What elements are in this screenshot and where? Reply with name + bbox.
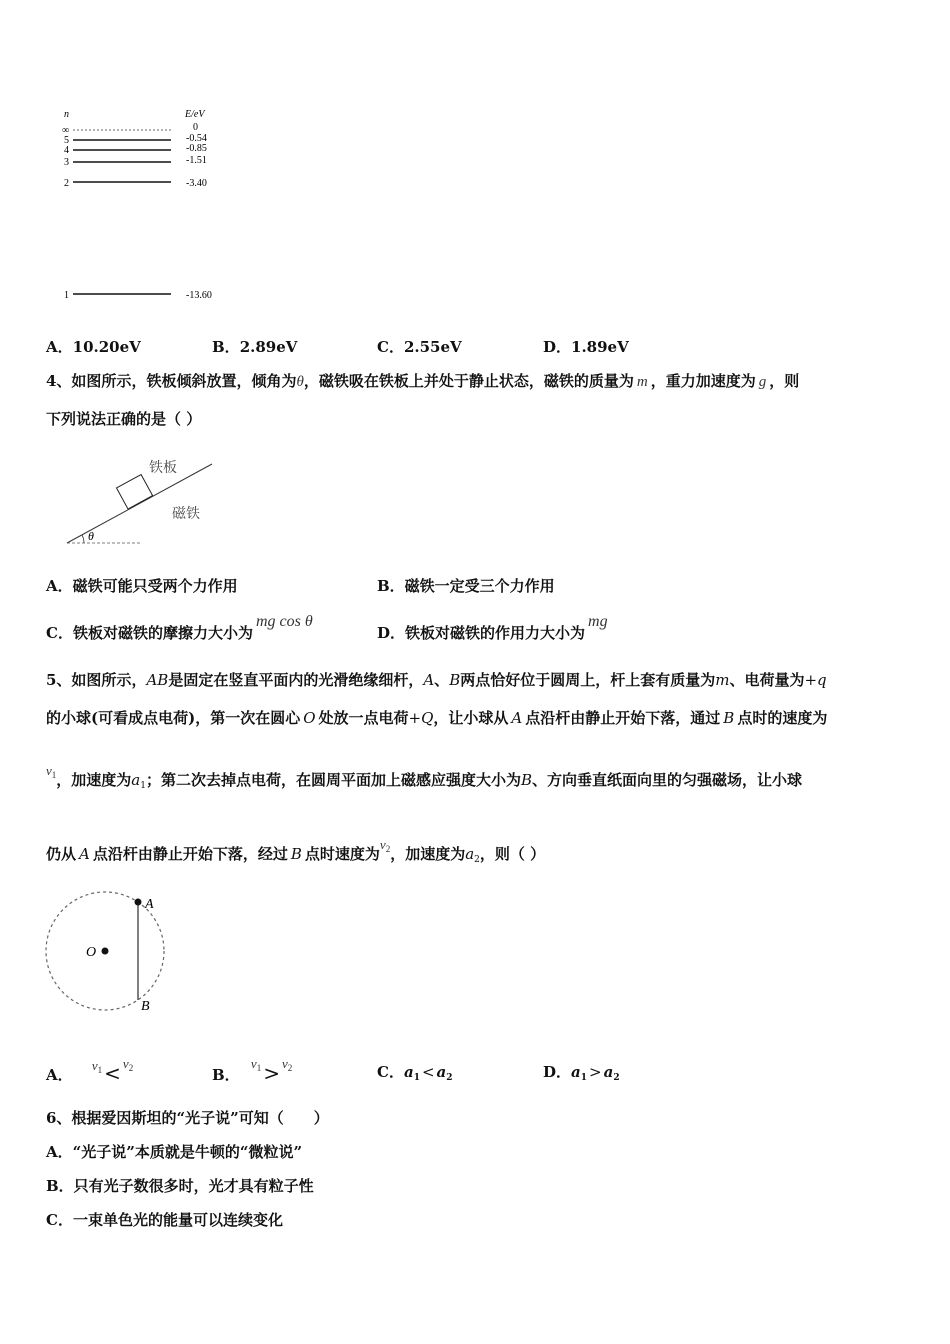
q5-m: m — [715, 671, 730, 689]
q5-t6: 的小球(可看成点电荷)，第一次在圆心 — [46, 709, 301, 727]
q4-stem-line1 — [46, 370, 799, 391]
q5-a2-letter: a — [465, 845, 475, 863]
q5-v1 — [46, 763, 56, 778]
q4-text-a: 4、如图所示，铁板倾斜放置，倾角为 — [46, 372, 297, 390]
q3-option-c-letter: C． — [377, 338, 404, 356]
q5-option-d-a1 — [571, 1063, 587, 1081]
q5-option-d-a2-sub: 2 — [613, 1073, 620, 1083]
level-e-2: -3.40 — [186, 178, 207, 189]
q3-option-b-letter: B． — [212, 338, 240, 356]
level-n-1: 1 — [64, 290, 69, 301]
q4-option-c-text: C．铁板对磁铁的摩擦力大小为 — [46, 624, 253, 642]
q5-option-a-v1-sub: 1 — [97, 1065, 103, 1075]
q5-v2 — [380, 837, 390, 852]
q5-t1: 5、如图所示， — [46, 671, 147, 689]
q3-option-d — [543, 336, 629, 357]
q5-option-c-a2 — [437, 1063, 453, 1081]
q5-option-b-v1 — [251, 1056, 261, 1071]
q3-option-c — [377, 336, 462, 357]
q5-bigq: +Q — [408, 709, 434, 727]
q5-t4: 两点恰好位于圆周上，杆上套有质量为 — [460, 671, 716, 689]
q5-a1-letter: a — [131, 771, 141, 789]
fig-label-a: A — [145, 897, 154, 912]
q5-option-d-relation: > — [589, 1063, 602, 1081]
q5-b3: B — [521, 771, 533, 789]
q5-a3: A — [79, 845, 90, 863]
q5-option-b-relation: > — [263, 1061, 280, 1085]
q3-option-b — [212, 336, 297, 357]
q5-t5: 、电荷量为 — [729, 671, 805, 689]
q5-option-a-relation: < — [104, 1061, 121, 1085]
level-e-5: -0.54 — [186, 133, 207, 144]
q5-a1-sub: 1 — [140, 781, 146, 791]
q5-q: +q — [804, 671, 827, 689]
magnet-label: 磁铁 — [172, 506, 200, 522]
q5-a2-sub: 2 — [474, 855, 480, 865]
q4-text-d: ，则 — [769, 372, 800, 390]
q5-ab: AB — [146, 671, 169, 689]
q4-m: m — [636, 374, 648, 390]
q5-option-c-a1-letter: a — [403, 1063, 414, 1081]
q5-option-c — [377, 1061, 453, 1083]
q6-option-a: A．“光子说”本质就是牛顿的“微粒说” — [46, 1143, 303, 1161]
fig-label-o: O — [86, 945, 97, 960]
q5-t8: ，让小球从 — [433, 709, 509, 727]
q4-option-d — [377, 613, 608, 643]
q4-option-c-formula: mg cos θ — [255, 613, 313, 630]
q5-option-c-letter: C． — [377, 1063, 404, 1081]
q3-option-a — [46, 336, 141, 357]
level-e-4: -0.85 — [186, 143, 207, 154]
q5-a1: A — [423, 671, 435, 689]
circle-rod-figure — [44, 890, 184, 1020]
q4-option-c — [46, 613, 313, 643]
q5-t9: 点沿杆由静止开始下落，通过 — [525, 709, 721, 727]
q5-option-a-v2 — [123, 1056, 133, 1071]
q4-text-b: ，磁铁吸在铁板上并处于静止状态，磁铁的质量为 — [303, 372, 634, 390]
q5-b1: B — [449, 671, 461, 689]
angle-arc — [82, 535, 84, 543]
q5-option-c-a2-letter: a — [436, 1063, 447, 1081]
q5-b2: B — [723, 709, 735, 727]
q5-t11: ，加速度为 — [56, 771, 132, 789]
q5-option-d-a1-letter: a — [571, 1063, 581, 1081]
level-e-1: -13.60 — [186, 290, 212, 301]
q4-option-b: B．磁铁一定受三个力作用 — [377, 577, 555, 595]
q5-option-b-v2-letter: v — [281, 1056, 288, 1071]
q5-option-c-relation: < — [421, 1063, 435, 1081]
q5-option-b-v1-letter: v — [250, 1056, 257, 1071]
q6-option-c: C．一束单色光的能量可以连续变化 — [46, 1211, 283, 1229]
q3-option-a-text: 10.20eV — [72, 338, 141, 356]
q4-option-d-text: D．铁板对磁铁的作用力大小为 — [377, 624, 586, 642]
q5-option-b — [212, 1056, 293, 1085]
q5-option-d-letter: D． — [543, 1063, 572, 1081]
q5-option-d-a1-sub: 1 — [580, 1073, 588, 1083]
q5-option-a-v2-sub: 2 — [128, 1063, 134, 1073]
level-n-2: 2 — [64, 178, 69, 189]
incline-figure — [62, 455, 222, 550]
q5-t7: 处放一点电荷 — [318, 709, 409, 727]
q4-g: g — [758, 374, 767, 390]
q5-option-c-a1-sub: 1 — [413, 1073, 420, 1083]
q3-option-a-letter: A． — [46, 338, 73, 356]
q4-stem-line2: 下列说法正确的是（ ） — [46, 410, 202, 428]
q5-option-c-a2-sub: 2 — [446, 1073, 453, 1083]
level-n-4: 4 — [64, 145, 69, 156]
n-axis-label: n — [64, 109, 69, 120]
q5-a2-var — [465, 845, 480, 863]
q5-o: O — [303, 709, 316, 727]
q5-t3: 、 — [434, 671, 450, 689]
q5-stem-line3 — [46, 763, 803, 791]
q5-t12: ；第二次去掉点电荷，在圆周平面加上磁感应强度大小为 — [145, 771, 521, 789]
q5-option-a-v1-letter: v — [91, 1058, 98, 1073]
q5-option-c-a1 — [404, 1063, 420, 1081]
q5-option-d-a2 — [604, 1063, 620, 1081]
q5-option-a — [46, 1056, 134, 1085]
q5-option-b-v2-sub: 2 — [287, 1063, 293, 1073]
q5-t16: 点时速度为 — [304, 845, 380, 863]
q6-option-b: B．只有光子数很多时，光才具有粒子性 — [46, 1177, 314, 1195]
q4-text-c: ，重力加速度为 — [650, 372, 756, 390]
q5-stem-line1 — [46, 669, 827, 690]
q5-t13: 、方向垂直纸面向里的匀强磁场，让小球 — [532, 771, 803, 789]
point-a-dot — [135, 899, 142, 906]
q5-a2: A — [511, 709, 523, 727]
q5-option-b-v1-sub: 1 — [256, 1063, 262, 1073]
level-e-3: -1.51 — [186, 155, 207, 166]
energy-axis-label: E/eV — [185, 109, 205, 120]
q4-option-a: A．磁铁可能只受两个力作用 — [46, 577, 238, 595]
q5-option-a-letter: A． — [46, 1066, 73, 1084]
q5-t10: 点时的速度为 — [737, 709, 828, 727]
q5-option-a-v1 — [92, 1058, 102, 1073]
level-n-3: 3 — [64, 157, 69, 168]
q5-t17: ，加速度为 — [390, 845, 466, 863]
q4-option-d-formula: mg — [588, 613, 608, 630]
q5-v2-letter: v — [379, 837, 386, 852]
q5-option-b-letter: B． — [212, 1066, 240, 1084]
q3-option-d-letter: D． — [543, 338, 572, 356]
q5-t2: 是固定在竖直平面内的光滑绝缘细杆， — [168, 671, 424, 689]
q6-stem: 6、根据爱因斯坦的“光子说”可知（ ） — [46, 1109, 329, 1127]
q5-b4: B — [290, 845, 302, 863]
q3-option-c-text: 2.55eV — [403, 338, 462, 356]
q4-theta: θ — [296, 374, 304, 390]
fig-label-b: B — [141, 999, 150, 1014]
q5-t15: 点沿杆由静止开始下落，经过 — [92, 845, 288, 863]
level-e-inf: 0 — [193, 122, 198, 133]
q5-option-a-v2-letter: v — [122, 1056, 129, 1071]
q3-option-d-text: 1.89eV — [571, 338, 629, 356]
q5-option-d — [543, 1061, 620, 1083]
q5-t18: ，则（ ） — [479, 845, 546, 863]
iron-plate-label: 铁板 — [149, 460, 177, 476]
level-n-inf: ∞ — [62, 125, 70, 136]
level-n-5: 5 — [64, 135, 69, 146]
q5-v1-letter: v — [46, 763, 52, 778]
magnet-block — [117, 475, 153, 509]
center-o-dot — [102, 948, 109, 955]
q5-v2-sub: 2 — [385, 844, 391, 854]
energy-level-diagram — [55, 105, 285, 305]
q5-option-b-v2 — [282, 1056, 292, 1071]
q5-a1-var — [131, 771, 146, 789]
q5-t14: 仍从 — [46, 845, 77, 863]
q5-v1-sub: 1 — [51, 770, 57, 780]
incline-theta-label: θ — [88, 529, 94, 543]
q3-option-b-text: 2.89eV — [239, 338, 298, 356]
q5-stem-line4 — [46, 837, 546, 865]
q5-option-d-a2-letter: a — [603, 1063, 614, 1081]
q5-stem-line2 — [46, 707, 827, 728]
